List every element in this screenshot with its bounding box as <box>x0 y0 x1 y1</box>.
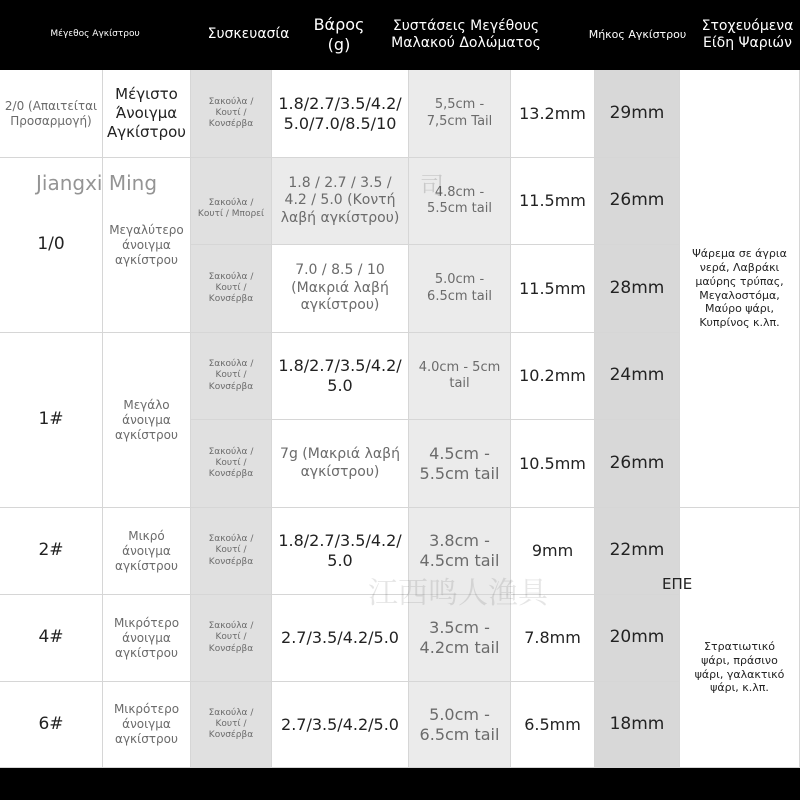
bait-size-cell: 3.8cm - 4.5cm tail <box>409 508 511 595</box>
packaging-cell: Σακούλα / Κουτί / Κονσέρβα <box>191 333 272 420</box>
size-cell: 1/0 <box>0 158 103 333</box>
header-packaging: Συσκευασία <box>207 26 290 43</box>
weight-cell: 2.7/3.5/4.2/5.0 <box>272 682 409 768</box>
hook-length-cell: 26mm <box>595 420 680 508</box>
size-cell: 4# <box>0 595 103 682</box>
bait-size-cell: 5,5cm - 7,5cm Tail <box>409 70 511 158</box>
bait-size-cell: 4.0cm - 5cm tail <box>409 333 511 420</box>
hook-length-cell: 29mm <box>595 70 680 158</box>
hook-opening-cell: Μέγιστο Άνοιγμα Αγκίστρου <box>103 70 191 158</box>
bait-size-cell: 3.5cm - 4.2cm tail <box>409 595 511 682</box>
size-cell: 6# <box>0 682 103 768</box>
hook-length-cell: 20mm <box>595 595 680 682</box>
header-target-species: Στοχευόμενα Είδη Ψαριών <box>701 17 794 51</box>
header-hook-length: Μήκος Αγκίστρου <box>588 28 687 42</box>
packaging-cell: Σακούλα / Κουτί / Κονσέρβα <box>191 508 272 595</box>
target-species-cell: Στρατιωτικό ψάρι, πράσινο ψάρι, γαλακτικό ψάρι, κ.λπ. <box>680 508 800 768</box>
hook-gap-cell: 11.5mm <box>511 245 595 333</box>
size-cell: 2/0 (Απαιτείται Προσαρμογή) <box>0 70 103 158</box>
bait-size-cell: 4.8cm - 5.5cm tail <box>409 158 511 245</box>
size-cell: 2# <box>0 508 103 595</box>
header-weight: Βάρος (g) <box>313 15 365 54</box>
hook-gap-cell: 13.2mm <box>511 70 595 158</box>
hook-opening-cell: Μικρότερο άνοιγμα αγκίστρου <box>103 595 191 682</box>
header-soft-bait: Συστάσεις Μεγέθους Μαλακού Δολώματος <box>391 17 541 51</box>
target-species-cell: Ψάρεμα σε άγρια νερά, Λαβράκι μαύρης τρύπας, Μεγαλοστόμα, Μαύρο ψάρι, Κυπρίνος κ.λπ. <box>680 70 800 508</box>
bait-size-cell: 5.0cm - 6.5cm tail <box>409 245 511 333</box>
hook-gap-cell: 11.5mm <box>511 158 595 245</box>
hook-gap-cell: 6.5mm <box>511 682 595 768</box>
bait-size-cell: 4.5cm - 5.5cm tail <box>409 420 511 508</box>
packaging-cell: Σακούλα / Κουτί / Κονσέρβα <box>191 682 272 768</box>
hook-opening-cell: Μικρό άνοιγμα αγκίστρου <box>103 508 191 595</box>
packaging-cell: Σακούλα / Κουτί / Κονσέρβα <box>191 595 272 682</box>
packaging-cell <box>191 158 272 245</box>
weight-cell: 1.8/2.7/3.5/4.2/ 5.0 <box>272 333 409 420</box>
hook-length-cell: 18mm <box>595 682 680 768</box>
packaging-cell: Σακούλα / Κουτί / Κονσέρβα <box>191 70 272 158</box>
hook-length-cell: 22mm <box>595 508 680 595</box>
hook-gap-cell: 10.5mm <box>511 420 595 508</box>
weight-cell: 2.7/3.5/4.2/5.0 <box>272 595 409 682</box>
packaging-cell: Σακούλα / Κουτί / Κονσέρβα <box>191 245 272 333</box>
packaging-cell: Σακούλα / Κουτί / Κονσέρβα <box>191 420 272 508</box>
hook-opening-cell: Μεγαλύτερο άνοιγμα αγκίστρου <box>103 158 191 333</box>
hook-gap-cell: 9mm <box>511 508 595 595</box>
weight-cell: 7g (Μακριά λαβή αγκίστρου) <box>272 420 409 508</box>
hook-length-cell: 28mm <box>595 245 680 333</box>
header-hook-size: Μέγεθος Αγκίστρου <box>50 29 140 40</box>
footer-bar <box>0 768 800 800</box>
hook-opening-cell: Μεγάλο άνοιγμα αγκίστρου <box>103 333 191 508</box>
packaging-cell-text: Σακούλα / Κουτί / Μπορεί <box>197 197 265 219</box>
hook-gap-cell: 7.8mm <box>511 595 595 682</box>
bait-size-cell: 5.0cm - 6.5cm tail <box>409 682 511 768</box>
hook-length-cell: 24mm <box>595 333 680 420</box>
watermark-brand-latin: Jiangxi Ming <box>36 171 158 195</box>
weight-cell: 7.0 / 8.5 / 10 (Μακριά λαβή αγκίστρου) <box>272 245 409 333</box>
watermark-stamp: ΕΠΕ <box>662 575 693 593</box>
hook-opening-cell: Μικρότερο άνοιγμα αγκίστρου <box>103 682 191 768</box>
size-cell: 1# <box>0 333 103 508</box>
weight-cell: 1.8/2.7/3.5/4.2/ 5.0 <box>272 508 409 595</box>
weight-cell: 1.8 / 2.7 / 3.5 / 4.2 / 5.0 (Κοντή λαβή αγκίστρου) <box>272 158 409 245</box>
weight-cell: 1.8/2.7/3.5/4.2/ 5.0/7.0/8.5/10 <box>272 70 409 158</box>
hook-length-cell: 26mm <box>595 158 680 245</box>
hook-gap-cell: 10.2mm <box>511 333 595 420</box>
